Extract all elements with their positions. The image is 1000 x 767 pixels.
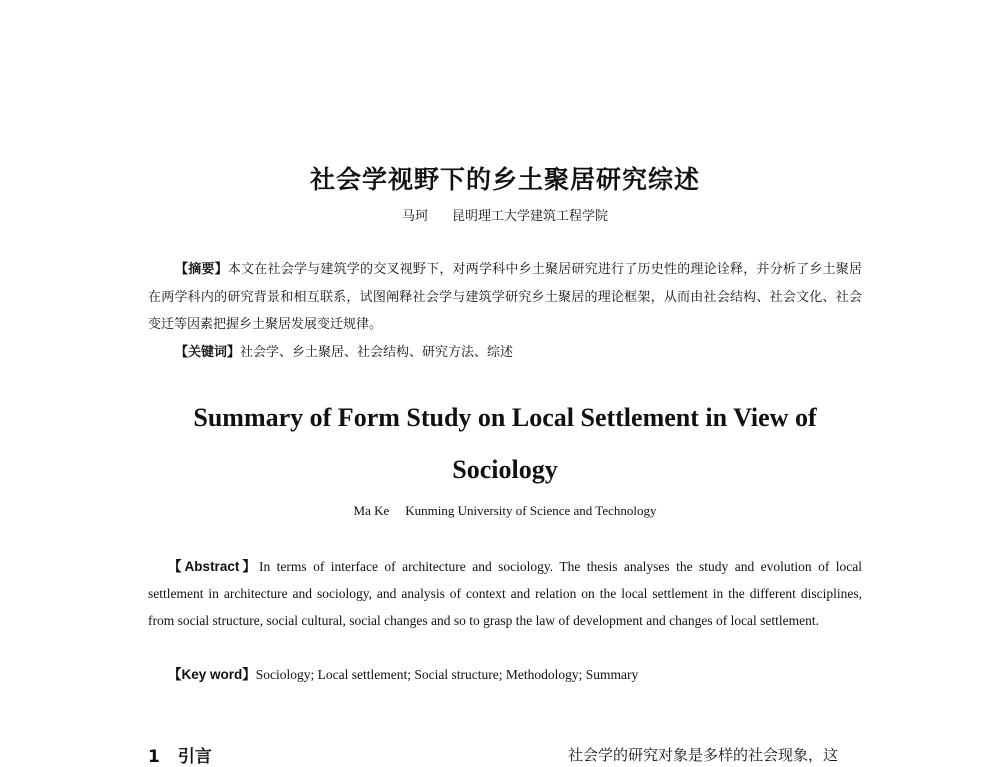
abstract-label-en: 【Abstract】	[168, 559, 259, 574]
english-abstract	[148, 553, 862, 634]
chinese-keywords	[148, 339, 862, 367]
chinese-author-line	[0, 205, 1000, 224]
english-title-line1: Summary of Form Study on Local Settlement in View of	[193, 403, 817, 432]
keywords-text-en: Sociology; Local settlement; Social structure; Methodology; Summary	[255, 667, 639, 682]
author-affiliation-en: Kunming University of Science and Technology	[405, 503, 657, 518]
section-heading	[148, 742, 230, 767]
english-keywords	[148, 661, 862, 688]
abstract-text-en: In terms of interface of architecture and sociology. The thesis analyses the study and evolution of local settlement in architecture and sociology, and analysis of context and relation on the local settlement in the different disciplines, from social structure, social cultural, social changes and so to grasp the law of development and changes of local settlement.	[148, 559, 863, 628]
english-title-line2: Sociology	[452, 455, 558, 484]
chinese-abstract	[148, 256, 862, 339]
keywords-text: 社会学、乡土聚居、社会结构、研究方法、综述	[240, 345, 514, 360]
english-author-line	[0, 503, 1000, 519]
chinese-title: 社会学视野下的乡土聚居研究综述	[309, 165, 700, 194]
abstract-label: 【摘要】	[175, 262, 228, 277]
author-affiliation: 昆明理工大学建筑工程学院	[452, 209, 609, 224]
section-number: 1	[148, 747, 160, 767]
author-name-en: Ma Ke	[353, 503, 390, 518]
section-title: 引言	[177, 747, 212, 767]
keywords-label: 【关键词】	[175, 345, 241, 360]
abstract-text: 本文在社会学与建筑学的交叉视野下，对两学科中乡土聚居研究进行了历史性的理论诠释，并分析了乡土聚居在两学科内的研究背景和相互联系，试图阐释社会学与建筑学研究乡土聚居的理论框架，从而由社会结构、社会文化、社会变迁等因素把握乡土聚居发展变迁规律。	[148, 262, 862, 332]
column2-text: 社会学的研究对象是多样的社会现象，这	[568, 746, 839, 764]
keywords-label-en: 【Key word】	[168, 667, 256, 682]
author-name: 马珂	[401, 209, 428, 224]
